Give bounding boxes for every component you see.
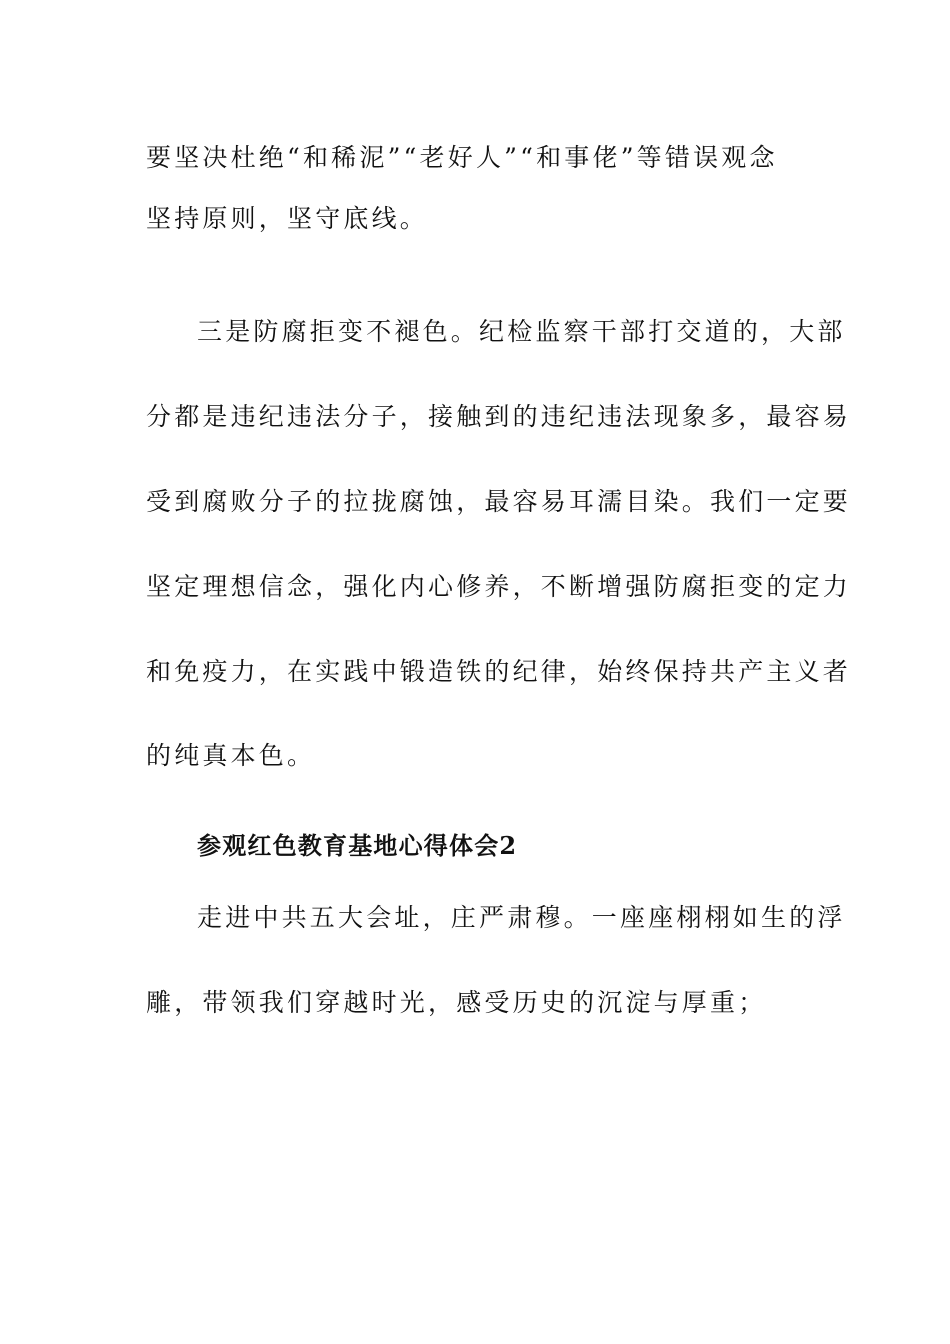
text-line: 的纯真本色。 xyxy=(146,741,316,770)
text-line: 坚持原则，坚守底线。 xyxy=(146,204,429,233)
text-line: 要坚决杜绝“和稀泥”“老好人”“和事佬”等错误观念 xyxy=(146,143,778,172)
text-line: 分都是违纪违法分子，接触到的违纪违法现象多，最容易 xyxy=(146,402,852,431)
text-line: 和免疫力，在实践中锻造铁的纪律，始终保持共产主义者 xyxy=(146,657,852,686)
text-line: 受到腐败分子的拉拢腐蚀，最容易耳濡目染。我们一定要 xyxy=(146,487,852,516)
section-heading: 参观红色教育基地心得体会2 xyxy=(197,831,518,860)
paragraph-start-line: 三是防腐拒变不褪色。纪检监察干部打交道的，大部 xyxy=(197,317,846,346)
text-line: 雕，带领我们穿越时光，感受历史的沉淀与厚重； xyxy=(146,988,767,1017)
text-line: 坚定理想信念，强化内心修养，不断增强防腐拒变的定力 xyxy=(146,572,852,601)
paragraph-start-line: 走进中共五大会址，庄严肃穆。一座座栩栩如生的浮 xyxy=(197,903,846,932)
